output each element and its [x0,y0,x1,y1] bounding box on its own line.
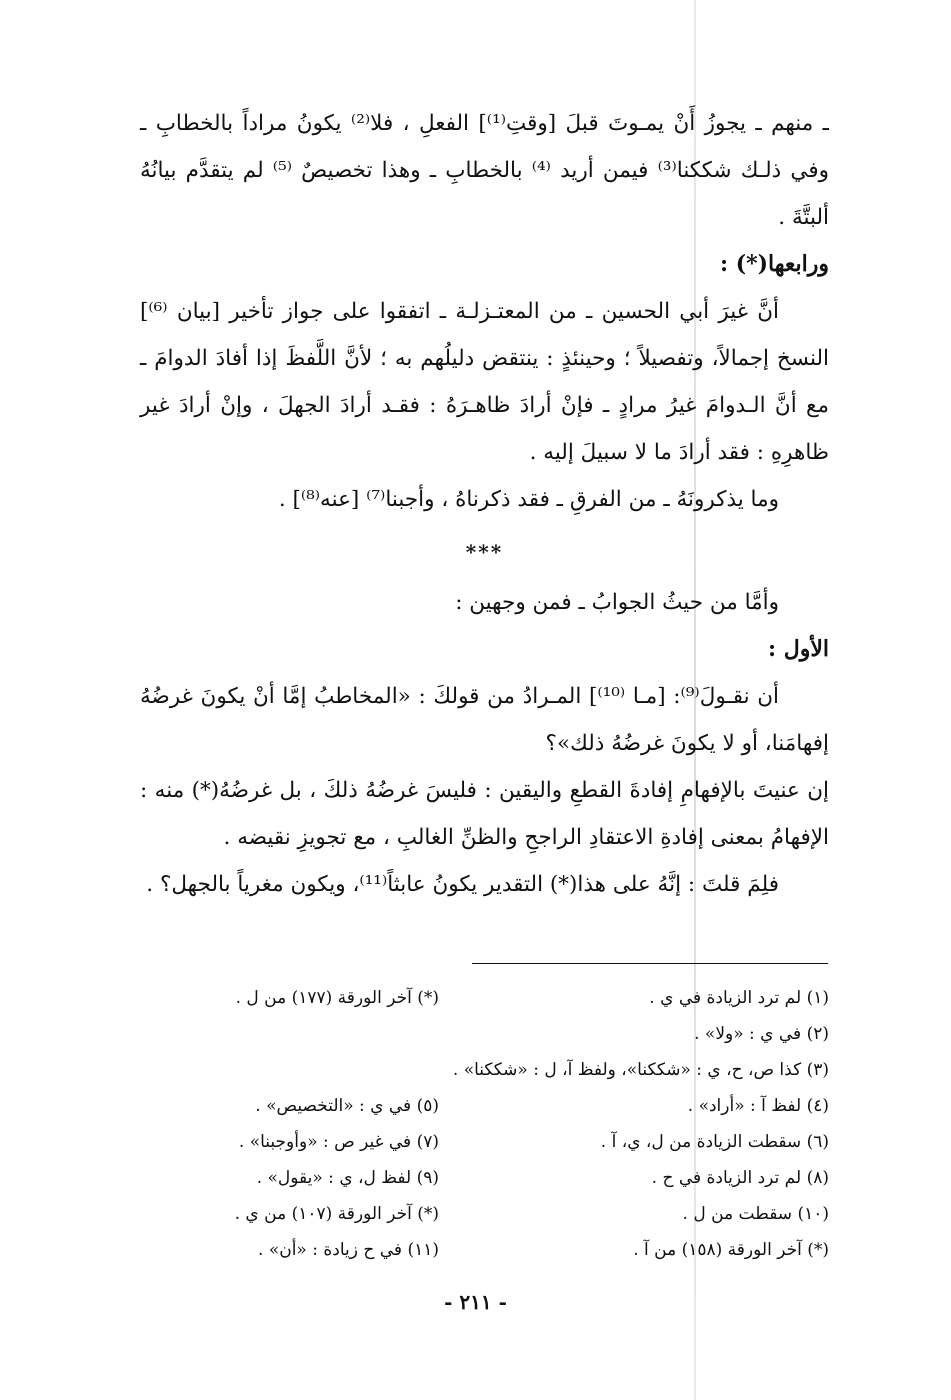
footnote-10: (١٠) سقطت من ل . [682,1204,829,1224]
footnote-row [140,1232,829,1268]
footnote-row [140,1088,829,1124]
paragraph-6: إن عنيتَ بالإفهامِ إفادةَ القطعِ واليقين : فليسَ غرضُهُ ذلكَ ، بل غرضُهُ(*) منه : الإفهامُ بمعنى إفادةِ الاعتقادِ الراجحِ والظنِّ الغالبِ ، مع تجويزِ نقيضه . [140,778,829,850]
footnote-3: (٣) كذا ص، ح، ي : «شككنا»، ولفظ آ، ل : «شككنا» . [452,1060,829,1080]
footnote-star-y: (*) آخر الورقة (١٠٧) من ي . [234,1204,439,1224]
footnotes [140,980,829,1268]
paragraph-4: وأمَّا من حيثُ الجوابُ ـ فمن وجهين : [455,590,779,615]
footnote-star-a: (*) آخر الورقة (١٥٨) من آ . [633,1240,829,1260]
footnote-8: (٨) لم ترد الزيادة في ح . [651,1168,829,1188]
footnote-6: (٦) سقطت الزيادة من ل، ي، آ . [600,1132,829,1152]
footnote-2: (٢) في ي : «ولا» . [694,1024,829,1044]
footnote-7: (٧) في غير ص : «وأوجبنا» . [238,1132,439,1152]
footnote-row [140,980,829,1016]
footnote-row [140,1160,829,1196]
footnote-5: (٥) في ي : «التخصيص» . [255,1096,439,1116]
footnote-11: (١١) في ح زيادة : «أن» . [258,1240,439,1260]
heading-fourth: ورابعها(*) : [719,251,829,277]
paragraph-1: ـ منهم ـ يجوزُ أَنْ يمـوتَ قبلَ [وقتِ⁽¹⁾] الفعلِ ، فلا⁽²⁾ يكونُ مراداً بالخطابِ ـ وفي ذلـك شككنا⁽³⁾ فيمن أريد ⁽⁴⁾ بالخطابِ ـ وهذا تخصيصٌ ⁽⁵⁾ لم يتقدَّم بيانُهُ ألبتَّةَ . [140,111,829,230]
paragraph-3: وما يذكرونَهُ ـ من الفرقِ ـ فقد ذكرناهُ ، وأجبنا⁽⁷⁾ [عنه⁽⁸⁾] . [278,487,779,512]
page-number: - ٢١١ - [444,1290,507,1314]
main-text [140,100,829,908]
footnote-star-l: (*) آخر الورقة (١٧٧) من ل . [235,988,439,1008]
footnote-4: (٤) لفظ آ : «أراد» . [687,1096,829,1116]
footnote-row [140,1124,829,1160]
paragraph-7: فلِمَ قلتَ : إنَّهُ على هذا(*) التقدير يكونُ عابثاً⁽¹¹⁾، ويكون مغرياً بالجهل؟ . [146,872,779,897]
footnote-row [140,1196,829,1232]
footnote-1: (١) لم ترد الزيادة في ي . [649,988,829,1008]
heading-first: الأول : [767,636,829,662]
section-separator: *** [465,540,504,564]
footnote-9: (٩) لفظ ل، ي : «يقول» . [256,1168,439,1188]
paragraph-5: أن نقـولَ⁽⁹⁾: [مـا ⁽¹⁰⁾] المـرادُ من قولكَ : «المخاطبُ إمَّا أنْ يكونَ غرضُهُ إفهامَنا، أو لا يكونَ غرضُهُ ذلك»؟ [140,684,829,756]
footnote-divider [472,963,828,964]
paragraph-2: أنَّ غيرَ أبي الحسين ـ من المعتـزلـة ـ اتفقوا على جواز تأخير [بيان ⁽⁶⁾] النسخ إجمالاً، وتفصيلاً ؛ وحينئذٍ : ينتقض دليلُهم به ؛ لأنَّ اللَّفظَ إذا أفادَ الدوامَ ـ مع أنَّ الـدوامَ غيرُ مرادٍ ـ فإنْ أرادَ ظاهـرَهُ : فقـد أرادَ الجهلَ ، وإنْ أرادَ غير ظاهرِهِ : فقد أرادَ ما لا سبيلَ إليه . [140,299,829,465]
